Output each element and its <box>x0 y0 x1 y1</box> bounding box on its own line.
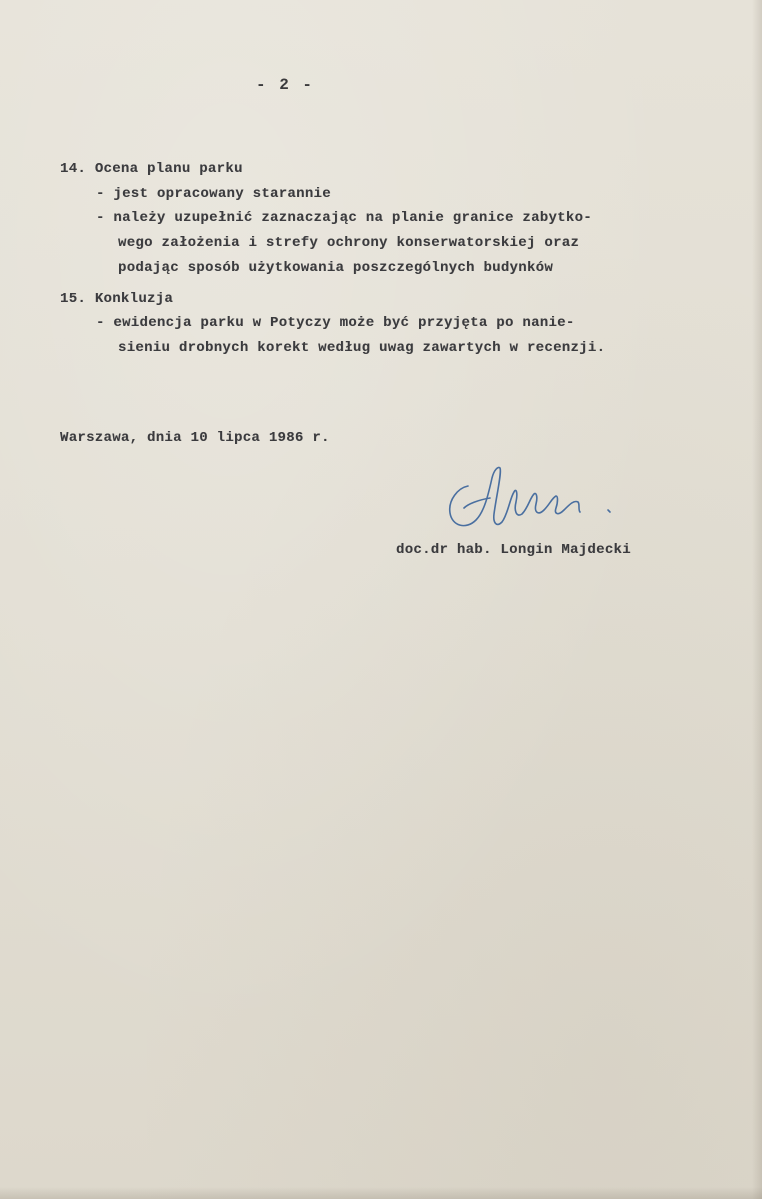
section-15-title: Konkluzja <box>94 291 174 307</box>
section-15-item-1-line-1: ewidencja parku w Potyczy może być przyjęta po nanie- <box>113 315 575 331</box>
place-date: Warszawa, dnia 10 lipca 1986 r. <box>60 430 330 446</box>
section-14-item-2-line-3: podając sposób użytkowania poszczególnych budynków <box>118 260 554 276</box>
bullet-dash: - <box>96 210 105 226</box>
section-14-item-2-line-2: wego założenia i strefy ochrony konserwatorskiej oraz <box>118 235 580 251</box>
section-14-item-2 <box>96 209 592 227</box>
handwritten-signature <box>438 458 638 538</box>
section-14-heading <box>60 160 243 178</box>
section-14-item-1-line-1: jest opracowany starannie <box>113 186 331 202</box>
section-14-number: 14. <box>60 161 87 177</box>
bullet-dash: - <box>96 315 105 331</box>
section-14-title: Ocena planu parku <box>94 161 243 177</box>
section-15-heading <box>60 290 173 308</box>
section-14-item-2-line-1: należy uzupełnić zaznaczając na planie granice zabytko- <box>113 210 592 226</box>
signatory-name: doc.dr hab. Longin Majdecki <box>396 542 631 558</box>
page-edge-shadow <box>0 1187 762 1199</box>
section-15-item-1-line-2: sieniu drobnych korekt według uwag zawartych w recenzji. <box>118 340 606 356</box>
section-14-item-1 <box>96 185 331 203</box>
page-number: - 2 - <box>255 76 314 94</box>
page-edge-shadow <box>752 0 762 1199</box>
section-15-item-1 <box>96 314 575 332</box>
section-15-number: 15. <box>60 291 87 307</box>
bullet-dash: - <box>96 186 105 202</box>
